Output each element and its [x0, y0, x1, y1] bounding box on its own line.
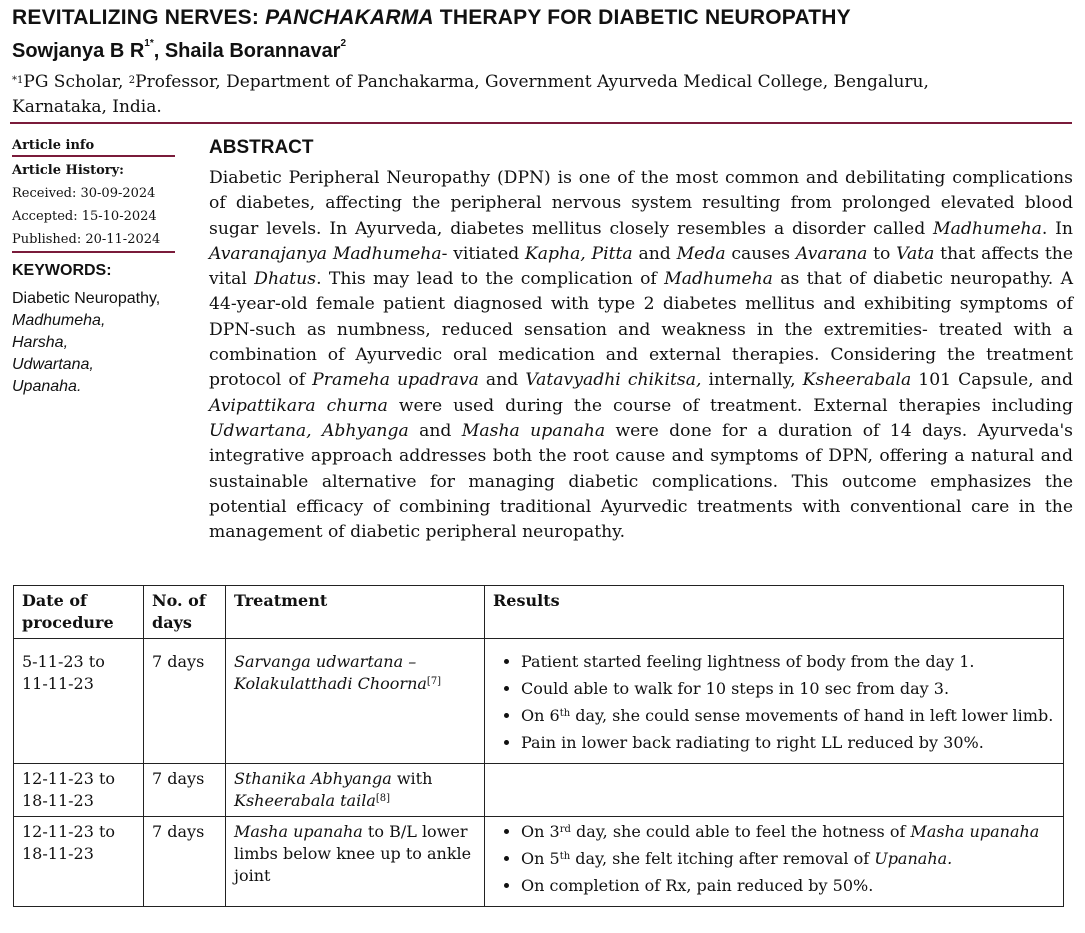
keyword-4: Udwartana,: [12, 356, 94, 373]
published-date: Published: 20-11-2024: [12, 232, 161, 247]
date-cell: 12-11-23 to 18-11-23: [14, 764, 144, 817]
header-divider: [10, 122, 1072, 124]
list-item: • On 3rd day, she could able to feel the hotness of Masha upanaha: [521, 821, 1055, 843]
author-2-sup: 2: [340, 38, 347, 49]
days-cell: 7 days: [144, 817, 226, 907]
article-info-divider: [12, 155, 175, 157]
table-header: Results: [485, 586, 1064, 639]
accepted-date: Accepted: 15-10-2024: [12, 209, 157, 224]
list-item: • Could able to walk for 10 steps in 10 sec from day 3.: [521, 678, 1055, 700]
title-text-end: THERAPY FOR DIABETIC NEUROPATHY: [433, 6, 851, 29]
keyword-3: Harsha,: [12, 334, 69, 351]
list-item: • Patient started feeling lightness of body from the day 1.: [521, 651, 1055, 673]
affil-text-1: PG Scholar,: [23, 72, 129, 92]
treatment-cell: Sarvanga udwartana – Kolakulatthadi Choorna[7]: [226, 639, 485, 764]
author-separator: ,: [153, 40, 165, 62]
article-info-label: Article info: [12, 138, 95, 153]
treatment-cell: Masha upanaha to B/L lower limbs below knee up to ankle joint: [226, 817, 485, 907]
results-list: [493, 651, 1055, 754]
keywords-heading: KEYWORDS:: [12, 262, 112, 279]
days-cell: 7 days: [144, 639, 226, 764]
results-cell: [485, 817, 1064, 907]
list-item: • On 5th day, she felt itching after removal of Upanaha.: [521, 848, 1055, 870]
date-cell: 5-11-23 to 11-11-23: [14, 639, 144, 764]
affil-sup-1: *1: [12, 75, 24, 86]
article-info-bottom-divider: [12, 251, 175, 253]
author-2: Shaila Borannavar: [164, 40, 341, 62]
list-item: • On 6th day, she could sense movements of hand in left lower limb.: [521, 705, 1055, 727]
table-header: Treatment: [226, 586, 485, 639]
keyword-2: Madhumeha,: [12, 312, 106, 329]
days-cell: 7 days: [144, 764, 226, 817]
results-list: [493, 821, 1055, 897]
keyword-1: Diabetic Neuropathy,: [12, 290, 161, 307]
table-row: [14, 817, 1064, 907]
abstract-body: Diabetic Peripheral Neuropathy (DPN) is one of the most common and debilitating complications of diabetes, affecting the peripheral nervous system resulting from prolonged elevated blood sugar levels. In Ayurveda, diabetes mellitus closely resembles a disorder called Madhumeha. In Avaranajanya Madhumeha- vitiated Kapha, Pitta and Meda causes Avarana to Vata that affects the vital Dhatus. This may lead to the complication of Madhumeha as that of diabetic neuropathy. A 44-year-old female patient diagnosed with type 2 diabetes mellitus and exhibiting symptoms of DPN-such as numbness, reduced sensation and weakness in the extremities- treated with a combination of Ayurvedic oral medication and external therapies. Considering the treatment protocol of Prameha upadrava and Vatavyadhi chikitsa, internally, Ksheerabala 101 Capsule, and Avipattikara churna were used during the course of treatment. External therapies including Udwartana, Abhyanga and Masha upanaha were done for a duration of 14 days. Ayurveda's integrative approach addresses both the root cause and symptoms of DPN, offering a natural and sustainable alternative for managing diabetic complications. This outcome emphasizes the potential efficacy of combining traditional Ayurvedic treatments with conventional care in the management of diabetic peripheral neuropathy.: [209, 168, 1074, 543]
article-info-panel: [12, 137, 177, 253]
table-header: Date of procedure: [14, 586, 144, 639]
affil-text-2: Professor, Department of Panchakarma, Government Ayurveda Medical College, Bengaluru, Karnataka, India.: [12, 72, 929, 117]
date-cell: 12-11-23 to 18-11-23: [14, 817, 144, 907]
author-1: Sowjanya B R: [12, 40, 145, 62]
list-item: • On completion of Rx, pain reduced by 50%.: [521, 875, 1055, 897]
received-date: Received: 30-09-2024: [12, 186, 156, 201]
abstract-heading: ABSTRACT: [209, 137, 314, 158]
results-cell: [485, 639, 1064, 764]
title-text: REVITALIZING NERVES:: [12, 6, 266, 29]
treatment-table: [13, 585, 1064, 907]
keyword-5: Upanaha.: [12, 378, 82, 395]
author-1-sup: 1*: [144, 38, 154, 49]
table-row: [14, 764, 1064, 817]
treatment-cell: Sthanika Abhyanga with Ksheerabala taila[8]: [226, 764, 485, 817]
article-history-label: Article History:: [12, 163, 124, 178]
list-item: • Pain in lower back radiating to right LL reduced by 30%.: [521, 732, 1055, 754]
keywords-list: [12, 288, 182, 398]
results-cell: [485, 764, 1064, 817]
author-line: [12, 40, 346, 63]
table-header-row: [14, 586, 1064, 639]
table-header: No. of days: [144, 586, 226, 639]
affil-sup-2: 2: [128, 75, 136, 86]
affiliation: [12, 70, 1012, 120]
table-row: [14, 639, 1064, 764]
paper-title: [12, 6, 851, 30]
title-italic: PANCHAKARMA: [265, 6, 434, 29]
